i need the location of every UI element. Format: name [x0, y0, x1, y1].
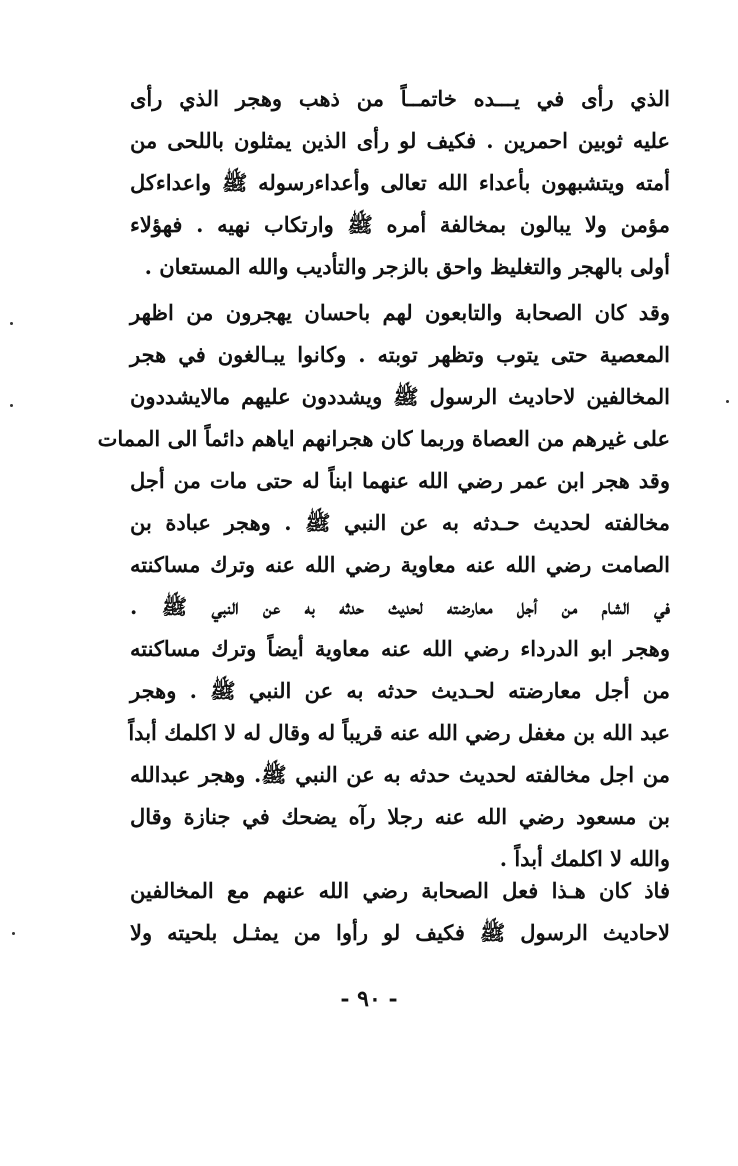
scan-speck [10, 322, 13, 325]
text-line: أولى بالهجر والتغليظ واحق بالزجر والتأديب والله المستعان . [144, 254, 670, 279]
text-line: الصامت رضي الله عنه معاوية رضي الله عنه وترك مساكنته [130, 552, 670, 577]
text-line: وقد هجر ابن عمر رضي الله عنهما ابناً له حتى مات من أجل [130, 468, 670, 493]
scan-speck [726, 400, 729, 403]
text-line: في الشام من أجل معارضته لحديث حدثه به عن النبي ﷺ . [130, 594, 670, 619]
paragraph-1 [130, 78, 670, 288]
text-line: فاذ كان هـذا فعل الصحابة رضي الله عنهم مع المخالفين [130, 878, 670, 903]
text-line: مخالفته لحديث حـدثه به عن النبي ﷺ . وهجر عبادة بن [130, 510, 670, 535]
text-line: الذي رأى في يـــده خاتمــاً من ذهب وهجر الذي رأى [130, 86, 670, 111]
scan-speck [12, 932, 15, 935]
text-line: المخالفين لاحاديث الرسول ﷺ ويشددون عليهم مالايشددون [130, 384, 670, 409]
paragraph-2 [97, 292, 670, 880]
text-line: مؤمن ولا يبالون بمخالفة أمره ﷺ وارتكاب نهيه . فهؤلاء [130, 212, 670, 237]
text-line: على غيرهم من العصاة وربما كان هجرانهم اياهم دائماً الى الممات [97, 426, 670, 451]
text-line: أمته ويتشبهون بأعداء الله تعالى وأعداءرسوله ﷺ واعداءكل [130, 170, 670, 195]
text-line: عبد الله بن مغفل رضي الله عنه قريباً له وقال له لا اكلمك أبداً [128, 720, 670, 745]
text-line: وقد كان الصحابة والتابعون لهم باحسان يهجرون من اظهر [130, 300, 670, 325]
text-line: من اجل مخالفته لحديث حدثه به عن النبي ﷺ. وهجر عبدالله [130, 762, 670, 787]
text-line: والله لا اكلمك أبداً . [499, 846, 670, 871]
text-line: وهجر ابو الدرداء رضي الله عنه معاوية أيضاً وترك مساكنته [130, 636, 670, 661]
paragraph-3 [130, 870, 670, 954]
page-number: - ٩٠ - [340, 986, 398, 1012]
text-line: بن مسعود رضي الله عنه رجلا رآه يضحك في جنازة وقال [130, 804, 670, 829]
text-line: لاحاديث الرسول ﷺ فكيف لو رأوا من يمثـل بلحيته ولا [130, 920, 670, 945]
text-line: المعصية حتى يتوب وتظهر توبته . وكانوا يبـالغون في هجر [130, 342, 670, 367]
scan-speck [10, 404, 13, 407]
text-line: عليه ثوبين احمرين . فكيف لو رأى الذين يمثلون باللحى من [130, 128, 670, 153]
text-line: من أجل معارضته لحـديث حدثه به عن النبي ﷺ . وهجر [130, 678, 670, 703]
